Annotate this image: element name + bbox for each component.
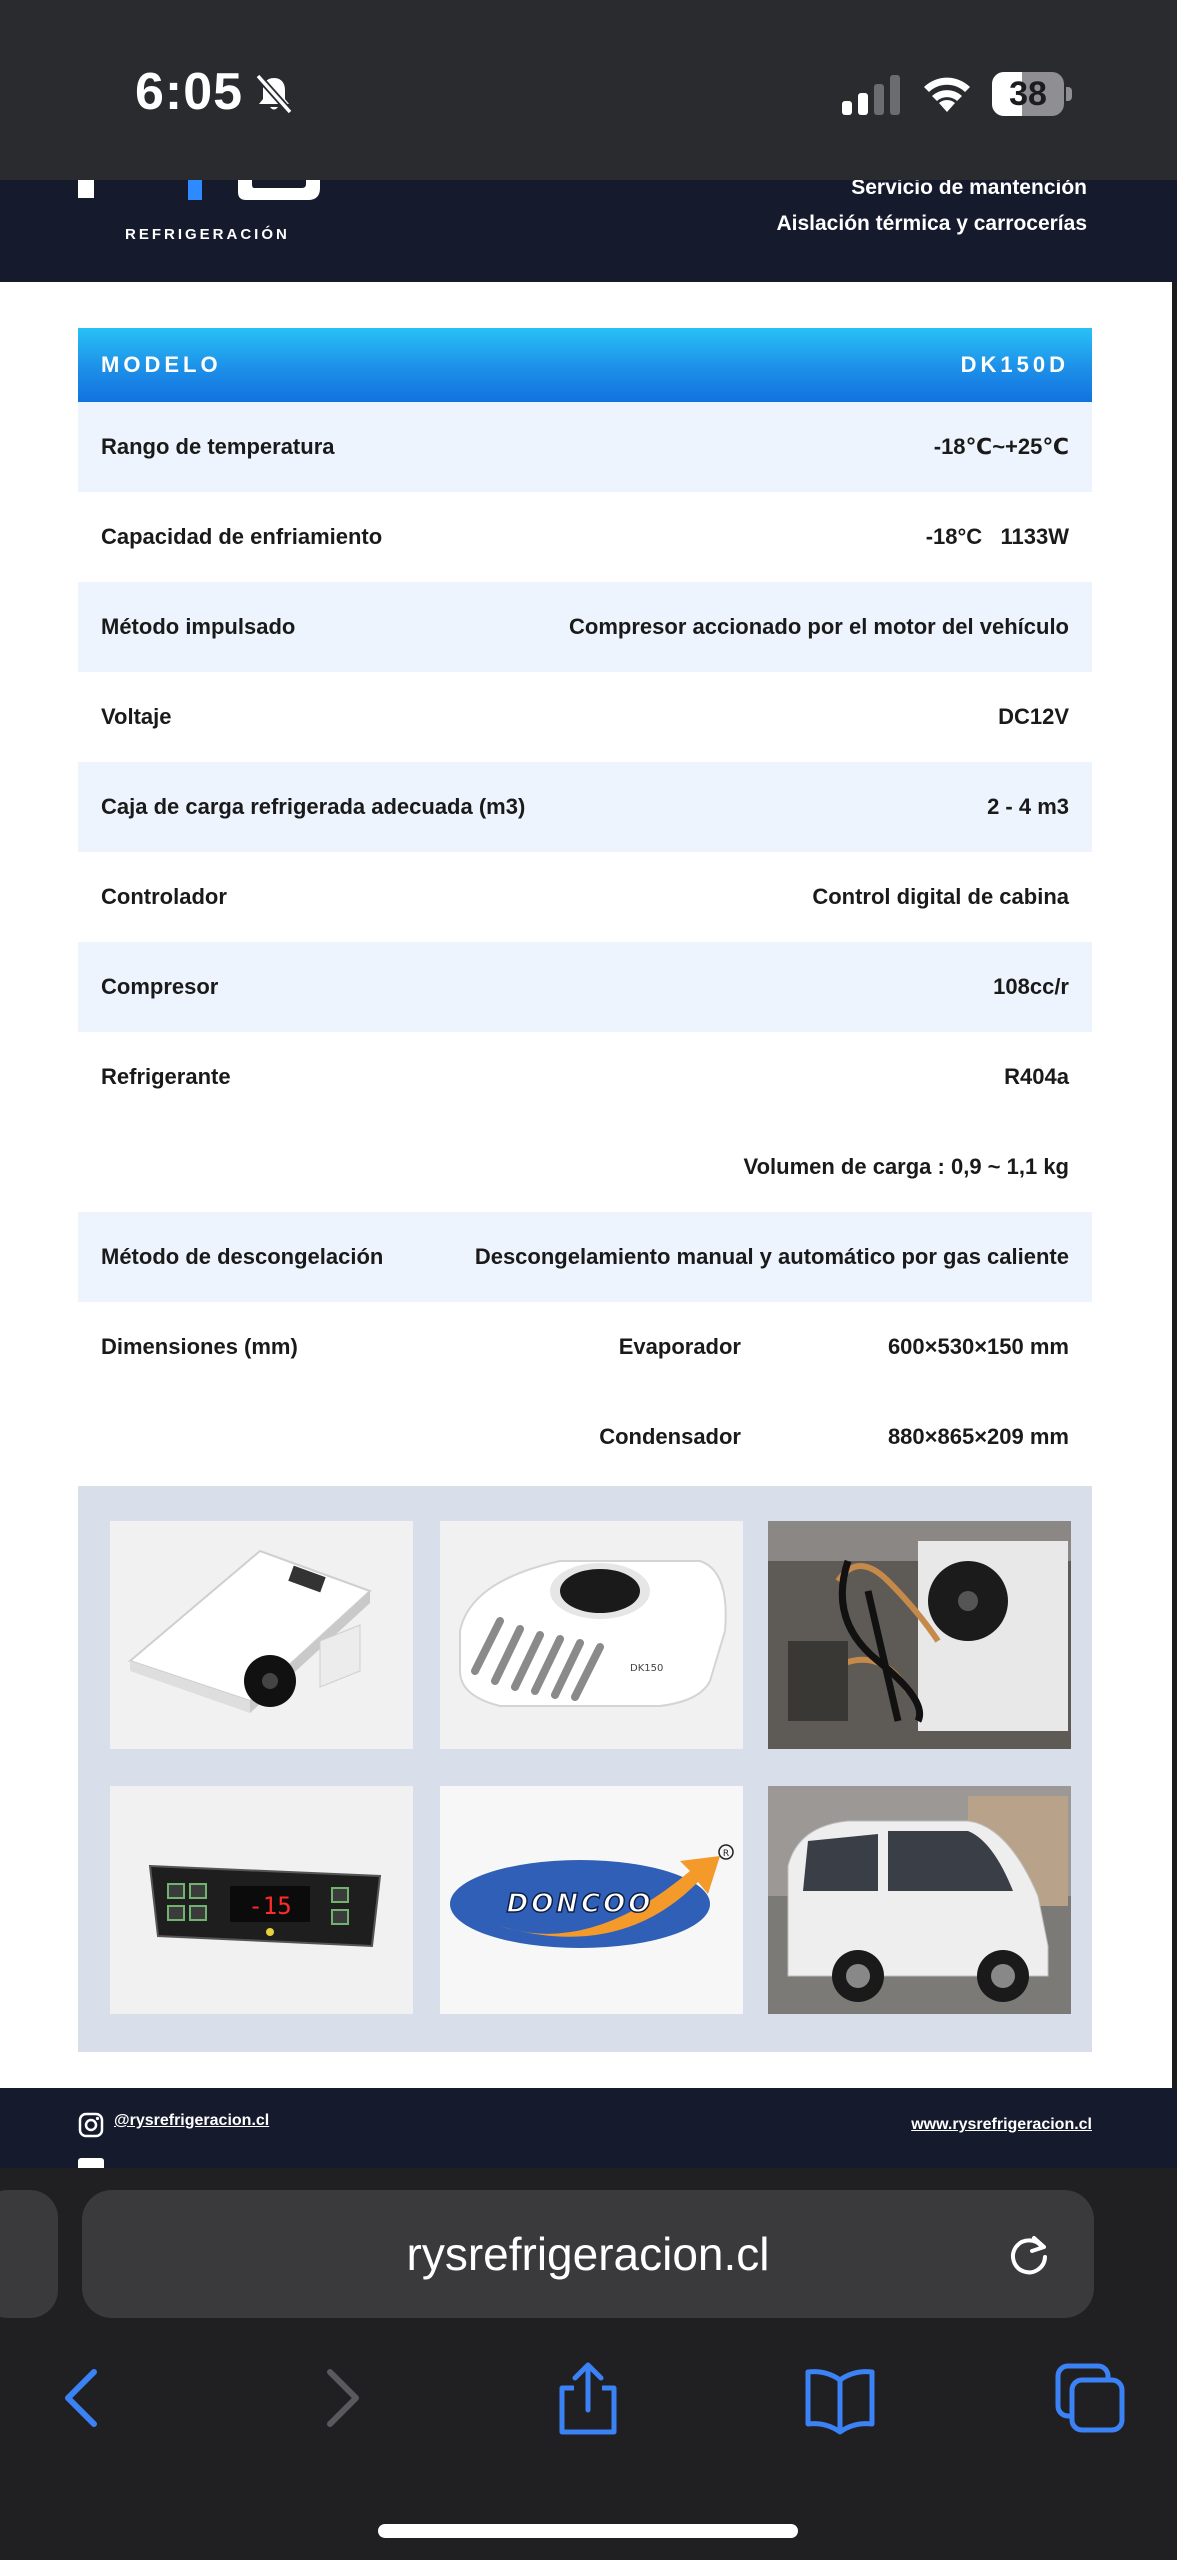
spec-value: Control digital de cabina (812, 884, 1069, 909)
spec-row (78, 1392, 1092, 1482)
doncoo-logo-icon (440, 1786, 743, 2014)
spec-label: Caja de carga refrigerada adecuada (m3) (101, 794, 526, 819)
brand-subtitle: REFRIGERACIÓN (125, 226, 290, 243)
model-value: DK150D (960, 352, 1069, 377)
battery-icon (992, 72, 1072, 116)
spec-label: Capacidad de enfriamiento (101, 524, 383, 549)
url-text: rysrefrigeracion.cl (406, 2228, 770, 2280)
cellular-signal-icon (842, 75, 900, 117)
spec-sublabel: Condensador (599, 1424, 741, 1449)
spec-table (78, 328, 1092, 1482)
svg-text:R: R (722, 1849, 730, 1859)
spec-value: Descongelamiento manual y automático por gas caliente (474, 1244, 1069, 1269)
wifi-icon (920, 72, 974, 116)
service-maintenance: Servicio de mantención (851, 180, 1087, 199)
tabs-icon[interactable] (1050, 2358, 1130, 2438)
back-icon[interactable] (44, 2358, 124, 2438)
spec-value: Compresor accionado por el motor del vehículo (569, 614, 1069, 639)
model-label: MODELO (101, 352, 222, 377)
spec-label: Controlador (101, 884, 227, 909)
spec-value: R404a (1004, 1064, 1069, 1089)
spec-row (78, 852, 1092, 942)
spec-value: -18°C 1133W (925, 524, 1069, 549)
spec-value: DC12V (998, 704, 1069, 729)
status-bar (0, 0, 1177, 180)
spec-row (78, 762, 1092, 852)
controller-readout: -15 (248, 1892, 292, 1920)
spec-row (78, 402, 1092, 492)
spec-row (78, 672, 1092, 762)
home-indicator[interactable] (378, 2524, 798, 2538)
spec-label: Compresor (101, 974, 219, 999)
service-insulation: Aislación térmica y carrocerías (776, 212, 1087, 235)
doncoo-wordmark: DONCOO (506, 1889, 654, 1919)
product-gallery (78, 1486, 1092, 2052)
evaporator-image[interactable] (110, 1521, 413, 1749)
spec-value: 108cc/r (993, 974, 1069, 999)
evaporator-unit-icon (110, 1521, 413, 1749)
spec-sublabel: Evaporador (618, 1334, 741, 1359)
status-time: 6:05 (135, 63, 244, 121)
condenser-image[interactable] (440, 1521, 743, 1749)
spec-value: -18℃~+25℃ (933, 434, 1069, 459)
instagram-icon[interactable] (78, 2112, 104, 2138)
spec-row (78, 1212, 1092, 1302)
digital-controller-icon (110, 1786, 413, 2014)
site-header (0, 180, 1177, 282)
van-photo[interactable] (768, 1786, 1071, 2014)
spec-table-header (78, 328, 1092, 402)
forward-icon[interactable] (300, 2358, 380, 2438)
spec-value: Volumen de carga : 0,9 ~ 1,1 kg (743, 1154, 1069, 1179)
bookmarks-icon[interactable] (800, 2358, 880, 2438)
spec-row (78, 492, 1092, 582)
spec-value: 2 - 4 m3 (987, 794, 1069, 819)
linkedin-icon[interactable] (78, 2158, 104, 2168)
spec-label: Método de descongelación (101, 1244, 384, 1269)
spec-value: 600×530×150 mm (887, 1334, 1069, 1359)
browser-toolbar (0, 2168, 1177, 2560)
spec-label: Rango de temperatura (101, 434, 335, 459)
spec-row (78, 942, 1092, 1032)
spec-row (78, 1032, 1092, 1122)
page-content (0, 282, 1172, 2088)
condenser-unit-icon (440, 1521, 743, 1749)
spec-row (78, 1302, 1092, 1392)
svg-text:DK150: DK150 (630, 1663, 664, 1674)
spec-value: 880×865×209 mm (887, 1424, 1069, 1449)
spec-row (78, 1122, 1092, 1212)
address-bar[interactable] (82, 2190, 1094, 2318)
silent-mode-icon (252, 72, 296, 116)
installed-units-icon (768, 1521, 1071, 1749)
delivery-van-icon (768, 1786, 1071, 2014)
controller-image[interactable] (110, 1786, 413, 2014)
spec-row (78, 582, 1092, 672)
spec-label: Dimensiones (mm) (101, 1334, 298, 1359)
instagram-link[interactable]: @rysrefrigeracion.cl (114, 2112, 270, 2129)
installed-units-photo[interactable] (768, 1521, 1071, 1749)
brand-logo-icon (78, 180, 323, 204)
share-icon[interactable] (548, 2358, 628, 2438)
brand-logo-image[interactable] (440, 1786, 743, 2014)
spec-label: Método impulsado (101, 614, 296, 639)
spec-label: Voltaje (101, 704, 172, 729)
previous-tab-peek[interactable] (0, 2190, 58, 2318)
website-link[interactable]: www.rysrefrigeracion.cl (911, 2116, 1092, 2133)
site-footer (0, 2088, 1177, 2168)
spec-label: Refrigerante (101, 1064, 231, 1089)
battery-percent: 38 (1009, 75, 1047, 113)
reload-icon[interactable] (1004, 2230, 1054, 2280)
